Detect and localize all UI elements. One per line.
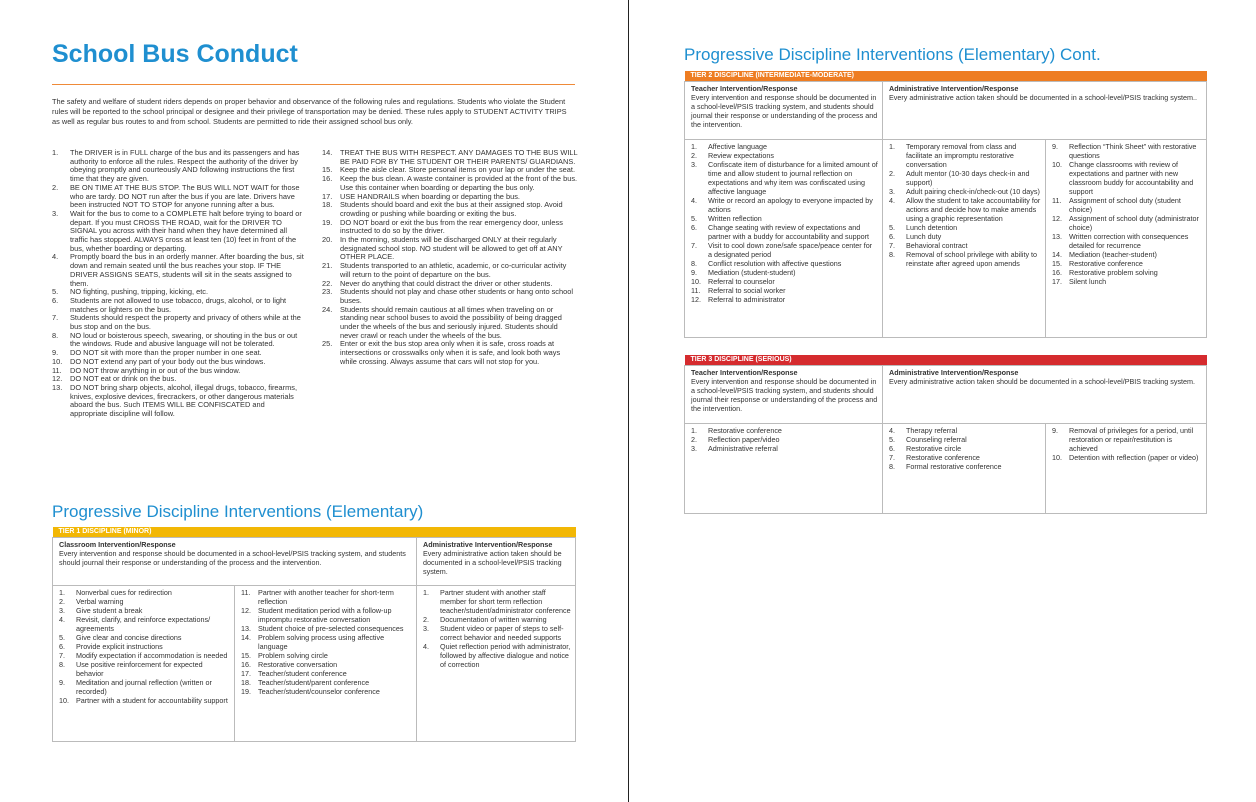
item-number: 8. (52, 330, 59, 340)
item-number: 2. (423, 615, 429, 624)
item-text: Therapy referral (906, 426, 958, 435)
item-number: 7. (59, 651, 65, 660)
item-text: Allow the student to take accountability for actions and decide how to make amends using a graphic representation (906, 196, 1041, 223)
item-text: Partner student with another staff member for short term reflection teacher/student/administrator conference (440, 588, 571, 615)
tier1-col1-text: Every intervention and response should be documented in a school-level/PSIS tracking system, and students should journal their response or understanding of the process and the intervention. (59, 549, 406, 567)
item-number: 16. (1052, 268, 1062, 277)
item-number: 11. (691, 286, 701, 295)
item-text: DO NOT eat or drink on the bus. (70, 374, 177, 384)
item-number: 7. (691, 241, 697, 250)
item-text: Referral to social worker (708, 286, 786, 295)
list-item (1052, 142, 1202, 160)
item-text: Reflection “Think Sheet” with restorative questions (1069, 142, 1197, 160)
item-number: 19. (322, 217, 333, 227)
item-text: Students should board and exit the bus at their assigned stop. Avoid crowding or pushing while boarding or exiting the bus. (340, 200, 563, 218)
tier2-col1-head: Teacher Intervention/Response (691, 84, 798, 93)
item-text: Keep the aisle clear. Store personal items on your lap or under the seat. (340, 165, 575, 175)
item-number: 15. (1052, 259, 1062, 268)
item-text: Restorative circle (906, 444, 962, 453)
item-text: Formal restorative conference (906, 462, 1002, 471)
item-text: Quiet reflection period with administrator, followed by affective dialogue and notice of correction (440, 642, 571, 669)
list-item (241, 678, 412, 687)
tier3-col1-head: Teacher Intervention/Response (691, 368, 798, 377)
list-item (59, 678, 230, 696)
item-text: Wait for the bus to come to a COMPLETE halt before trying to board or depart. If you must CROSS THE ROAD, wait for the DRIVER TO SIGNAL you across with their hand when they have determined all traffic has stopped. ALWAYS cross at least ten (10) feet in front of the bus, whether boarding or departing. (70, 208, 302, 253)
item-text: DO NOT bring sharp objects, alcohol, illegal drugs, tobacco, firearms, knives, explosive devices, firecrackers, or other dangerous materials aboard the bus. Such ITEMS WILL BE CONFISCATED and appropriate discipline will follow. (70, 382, 298, 419)
item-text: Enter or exit the bus stop area only when it is safe, cross roads at intersections or crosswalks only when it is safe, and look both ways while crossing. Always assume that cars will not stop for you. (340, 339, 561, 366)
item-text: Verbal warning (76, 597, 124, 606)
page-divider (628, 0, 629, 802)
item-text: Restorative conversation (258, 660, 338, 669)
tier1-table (52, 527, 576, 742)
item-number: 2. (889, 169, 895, 178)
list-item (691, 142, 878, 151)
list-item (322, 262, 578, 279)
item-number: 17. (1052, 277, 1062, 286)
item-text: Use positive reinforcement for expected behavior (76, 660, 203, 678)
list-item (52, 384, 304, 419)
item-text: Change classrooms with review of expectations and partner with new classroom buddy for accountability and support (1069, 160, 1194, 196)
list-item (322, 219, 578, 236)
item-text: Provide explicit instructions (76, 642, 163, 651)
item-number: 15. (241, 651, 251, 660)
item-text: Counseling referral (906, 435, 967, 444)
item-text: TREAT THE BUS WITH RESPECT. ANY DAMAGES TO THE BUS WILL BE PAID FOR BY THE STUDENT OR THEIR PARENTS/ GUARDIANS. (340, 148, 578, 166)
item-text: Assignment of school duty (student choice) (1069, 196, 1181, 214)
tier2-teacher-cell (685, 82, 883, 140)
tier3-col1-text: Every intervention and response should be documented in a school-level/PSIS tracking system, and students should journal their response or understanding of the process and the intervention. (691, 377, 878, 413)
item-text: Students are not allowed to use tobacco, drugs, alcohol, or to light matches or lighters on the bus. (70, 295, 287, 314)
list-item (691, 435, 878, 444)
list-item (1052, 232, 1202, 250)
item-text: Student meditation period with a follow-up impromptu restorative conversation (258, 606, 392, 624)
item-number: 1. (52, 148, 59, 157)
item-number: 6. (889, 444, 895, 453)
item-number: 16. (322, 174, 333, 184)
tier1-classroom-cell (53, 538, 417, 586)
item-number: 16. (241, 660, 251, 669)
item-number: 13. (241, 624, 251, 633)
item-number: 22. (322, 278, 333, 288)
list-item (691, 268, 878, 277)
item-number: 5. (52, 287, 59, 297)
item-number: 19. (241, 687, 251, 696)
list-item (322, 288, 578, 305)
tier3-admin-cell (883, 366, 1207, 424)
list-item (52, 253, 304, 288)
item-text: Keep the bus clean. A waste container is provided at the front of the bus. Use this container when boarding or departing the bus only. (340, 174, 578, 192)
item-number: 17. (322, 191, 333, 201)
item-text: NO fighting, pushing, tripping, kicking, etc. (70, 287, 209, 297)
item-text: Students transported to an athletic, academic, or co-curricular activity will return to the point of departure on the bus. (340, 261, 567, 279)
tier3-col2-text: Every administrative action taken should be documented in a school-level/PBIS tracking system. (889, 377, 1196, 386)
list-item (889, 444, 1041, 453)
item-text: Conflict resolution with affective questions (708, 259, 842, 268)
item-number: 8. (59, 660, 65, 669)
list-item (889, 453, 1041, 462)
item-text: The DRIVER is in FULL charge of the bus and its passengers and has authority to enforce all the rules. Respect the authority of the driver by obeying promptly and courteously AND following instructions the first time that they are given. (70, 148, 300, 184)
list-item (1052, 259, 1202, 268)
tier1-list-b (241, 588, 412, 696)
item-text: Reflection paper/video (708, 435, 780, 444)
item-text: Students should remain cautious at all times when traveling on or standing near school buses to avoid the possibility of being dragged under the wheels of the bus and seriously injured. Students should never crawl or reach under the wheels of the bus. (340, 304, 562, 340)
item-number: 6. (889, 232, 895, 241)
item-number: 2. (52, 182, 59, 192)
item-number: 25. (322, 339, 333, 349)
list-item (322, 340, 578, 366)
item-text: Detention with reflection (paper or video) (1069, 453, 1199, 462)
list-item (59, 633, 230, 642)
item-number: 2. (691, 435, 697, 444)
bus-rules-right (322, 149, 578, 367)
list-item (889, 426, 1041, 435)
list-item (52, 184, 304, 210)
item-text: Confiscate item of disturbance for a limited amount of time and allow student to journal reflection on expectations and why item was confiscated using affective language (708, 160, 878, 196)
tier2-list-c (1052, 142, 1202, 286)
item-number: 23. (322, 287, 333, 297)
list-item (889, 196, 1041, 223)
item-number: 7. (889, 241, 895, 250)
tier3-list-a (691, 426, 878, 453)
item-number: 17. (241, 669, 251, 678)
item-text: Never do anything that could distract the driver or other students. (340, 278, 553, 288)
list-item (1052, 214, 1202, 232)
item-number: 14. (241, 633, 251, 642)
item-text: Administrative referral (708, 444, 778, 453)
list-item (691, 444, 878, 453)
item-text: Removal of privileges for a period, until restoration or repair/restitution is achieved (1069, 426, 1194, 453)
item-text: Partner with another teacher for short-term reflection (258, 588, 394, 606)
item-text: DO NOT sit with more than the proper number in one seat. (70, 348, 262, 358)
list-item (322, 201, 578, 218)
tier1-col2-head: Administrative Intervention/Response (423, 540, 553, 549)
item-text: Nonverbal cues for redirection (76, 588, 172, 597)
list-item (59, 615, 230, 633)
item-number: 14. (1052, 250, 1062, 259)
list-item (241, 660, 412, 669)
list-item (691, 295, 878, 304)
tier2-table (684, 71, 1207, 338)
list-item (1052, 268, 1202, 277)
item-text: NO loud or boisterous speech, swearing, or shouting in the bus or out the windows. Rude and abusive language will not be tolerated. (70, 330, 298, 349)
list-item (1052, 250, 1202, 259)
tier1-admin-cell (417, 538, 576, 586)
list-item (59, 642, 230, 651)
item-number: 2. (691, 151, 697, 160)
list-item (59, 588, 230, 597)
item-number: 12. (1052, 214, 1062, 223)
list-item (241, 624, 412, 633)
item-number: 5. (889, 435, 895, 444)
item-text: DO NOT extend any part of your body out the bus windows. (70, 356, 266, 366)
item-text: Write or record an apology to everyone impacted by actions (708, 196, 873, 214)
list-item (1052, 196, 1202, 214)
list-item (691, 196, 878, 214)
item-number: 9. (1052, 426, 1058, 435)
item-text: Lunch duty (906, 232, 942, 241)
item-number: 4. (59, 615, 65, 624)
tier2-col2-head: Administrative Intervention/Response (889, 84, 1019, 93)
item-text: Referral to counselor (708, 277, 775, 286)
tier2-admin-cell (883, 82, 1207, 140)
list-item (889, 223, 1041, 232)
item-number: 10. (1052, 160, 1062, 169)
item-number: 13. (1052, 232, 1062, 241)
item-number: 1. (423, 588, 429, 597)
item-number: 9. (52, 348, 59, 358)
item-number: 4. (889, 426, 895, 435)
item-number: 11. (52, 365, 62, 375)
item-text: Written correction with consequences detailed for recurrence (1069, 232, 1189, 250)
item-number: 2. (59, 597, 65, 606)
item-number: 5. (691, 214, 697, 223)
item-text: Teacher/student/counselor conference (258, 687, 380, 696)
item-number: 7. (889, 453, 895, 462)
item-text: Review expectations (708, 151, 774, 160)
list-item (889, 241, 1041, 250)
item-text: Partner with a student for accountability support (76, 696, 228, 705)
list-item (322, 236, 578, 262)
list-item (52, 297, 304, 314)
item-text: Adult pairing check-in/check-out (10 days) (906, 187, 1040, 196)
list-item (423, 624, 571, 642)
bus-rules-left (52, 149, 304, 419)
item-number: 4. (423, 642, 429, 651)
tier2-list-a (691, 142, 878, 304)
item-number: 9. (1052, 142, 1058, 151)
tier2-heading: Progressive Discipline Interventions (Elementary) Cont. (684, 45, 1101, 64)
item-text: Silent lunch (1069, 277, 1107, 286)
item-text: Assignment of school duty (administrator choice) (1069, 214, 1199, 232)
tier1-col1-head: Classroom Intervention/Response (59, 540, 176, 549)
item-text: Meditation and journal reflection (written or recorded) (76, 678, 212, 696)
item-text: Give clear and concise directions (76, 633, 182, 642)
list-item (241, 687, 412, 696)
list-item (59, 606, 230, 615)
tier3-list-b (889, 426, 1041, 471)
item-text: Removal of school privilege with ability to reinstate after agreed upon amends (906, 250, 1038, 268)
item-number: 4. (52, 252, 59, 262)
item-number: 7. (52, 313, 59, 323)
list-item (322, 306, 578, 341)
item-text: Restorative conference (708, 426, 782, 435)
item-number: 3. (691, 444, 697, 453)
page-title: School Bus Conduct (52, 40, 298, 68)
list-item (889, 250, 1041, 268)
list-item (1052, 453, 1202, 462)
list-item (322, 175, 578, 192)
item-text: In the morning, students will be discharged ONLY at their regularly designated school stop. NO student will be allowed to get off at ANY OTHER PLACE. (340, 235, 563, 262)
item-text: BE ON TIME AT THE BUS STOP. The BUS WILL NOT WAIT for those who are tardy. DO NOT run after the bus if you are late. Drivers have been instructed NOT TO STOP for anyone running after a bus. (70, 182, 300, 210)
item-text: Give student a break (76, 606, 143, 615)
list-item (52, 314, 304, 331)
item-text: Teacher/student/parent conference (258, 678, 370, 687)
list-item (322, 149, 578, 166)
item-text: Written reflection (708, 214, 762, 223)
item-text: Mediation (student-student) (708, 268, 796, 277)
item-number: 4. (691, 196, 697, 205)
list-item (59, 651, 230, 660)
item-number: 4. (889, 196, 895, 205)
tier1-list-c (423, 588, 571, 669)
list-item (889, 142, 1041, 169)
list-item (691, 277, 878, 286)
item-number: 18. (322, 200, 333, 210)
list-item (889, 435, 1041, 444)
item-text: Referral to administrator (708, 295, 786, 304)
list-item (691, 223, 878, 241)
item-text: DO NOT throw anything in or out of the bus window. (70, 365, 241, 375)
item-text: Student video or paper of steps to self-correct behavior and needed supports (440, 624, 564, 642)
item-number: 9. (691, 268, 697, 277)
item-number: 3. (423, 624, 429, 633)
item-number: 6. (59, 642, 65, 651)
list-item (59, 696, 230, 705)
list-item (241, 633, 412, 651)
item-number: 10. (691, 277, 701, 286)
tier1-list-a (59, 588, 230, 705)
list-item (241, 669, 412, 678)
list-item (691, 426, 878, 435)
item-text: Student choice of pre-selected consequences (258, 624, 404, 633)
item-number: 5. (889, 223, 895, 232)
item-number: 8. (691, 259, 697, 268)
item-text: Lunch detention (906, 223, 958, 232)
item-text: Visit to cool down zone/safe space/peace center for a designated period (708, 241, 873, 259)
list-item (691, 241, 878, 259)
tier3-col2-head: Administrative Intervention/Response (889, 368, 1019, 377)
item-number: 9. (59, 678, 65, 687)
item-text: Behavioral contract (906, 241, 968, 250)
item-text: DO NOT board or exit the bus from the rear emergency door, unless instructed to do so by the driver. (340, 217, 563, 236)
item-number: 12. (691, 295, 701, 304)
tier1-col2-text: Every administrative action taken should be documented in a school-level/PSIS tracking system. (423, 549, 562, 576)
item-number: 3. (52, 208, 59, 218)
tier3-list-c (1052, 426, 1202, 462)
item-number: 15. (322, 165, 333, 175)
list-item (889, 462, 1041, 471)
item-number: 1. (59, 588, 65, 597)
intro-paragraph: The safety and welfare of student riders depends on proper behavior and observance of the following rules and regulations. Students who violate the Student rules will be reported to the school principal or designee and their privilege of transportation may be denied. These rules apply to STUDENT ACTIVITY TRIPS as well as regular bus routes to and from school. Students are permitted to ride their assigned school bus only. (52, 97, 567, 126)
item-number: 21. (322, 261, 333, 271)
list-item (889, 169, 1041, 187)
tier3-table (684, 355, 1207, 514)
item-number: 11. (1052, 196, 1062, 205)
item-text: Adult mentor (10-30 days check-in and support) (906, 169, 1030, 187)
item-text: Restorative conference (906, 453, 980, 462)
item-number: 12. (241, 606, 251, 615)
item-number: 1. (691, 142, 697, 151)
item-number: 3. (59, 606, 65, 615)
list-item (52, 210, 304, 254)
item-number: 3. (889, 187, 895, 196)
list-item (1052, 160, 1202, 196)
item-number: 13. (52, 382, 63, 392)
tier1-bar: TIER 1 DISCIPLINE (MINOR) (53, 527, 576, 538)
tier2-list-b (889, 142, 1041, 268)
list-item (691, 151, 878, 160)
item-number: 10. (59, 696, 69, 705)
title-rule (52, 84, 575, 85)
item-number: 1. (691, 426, 697, 435)
item-text: USE HANDRAILS when boarding or departing the bus. (340, 191, 520, 201)
item-text: Revisit, clarify, and reinforce expectations/ agreements (76, 615, 211, 633)
item-number: 8. (889, 250, 895, 259)
list-item (59, 597, 230, 606)
list-item (889, 232, 1041, 241)
item-text: Problem solving process using affective language (258, 633, 385, 651)
list-item (423, 615, 571, 624)
tier1-heading: Progressive Discipline Interventions (Elementary) (52, 502, 424, 521)
list-item (52, 149, 304, 184)
item-text: Teacher/student conference (258, 669, 347, 678)
item-number: 10. (1052, 453, 1062, 462)
list-item (241, 651, 412, 660)
list-item (423, 588, 571, 615)
item-number: 24. (322, 304, 333, 314)
list-item (691, 286, 878, 295)
item-text: Temporary removal from class and facilitate an impromptu restorative conversation (906, 142, 1017, 169)
item-text: Affective language (708, 142, 768, 151)
item-number: 1. (889, 142, 895, 151)
list-item (423, 642, 571, 669)
item-number: 8. (889, 462, 895, 471)
item-number: 11. (241, 588, 251, 597)
item-text: Students should not play and chase other students or hang onto school buses. (340, 287, 573, 305)
item-number: 6. (691, 223, 697, 232)
item-text: Modify expectation if accommodation is needed (76, 651, 228, 660)
item-text: Mediation (teacher-student) (1069, 250, 1157, 259)
item-text: Promptly board the bus in an orderly manner. After boarding the bus, sit down and remain seated until the bus reaches your stop. IF THE DRIVER ASSIGNS SEATS, students will sit in the seats assigned to them. (70, 252, 304, 288)
list-item (241, 606, 412, 624)
item-text: Restorative problem solving (1069, 268, 1158, 277)
tier3-bar: TIER 3 DISCIPLINE (SERIOUS) (685, 355, 1207, 366)
item-text: Students should respect the property and privacy of others while at the bus stop and on the bus. (70, 313, 301, 332)
item-number: 12. (52, 374, 63, 384)
list-item (1052, 277, 1202, 286)
item-number: 18. (241, 678, 251, 687)
list-item (691, 214, 878, 223)
list-item (691, 160, 878, 196)
tier2-bar: TIER 2 DISCIPLINE (INTERMEDIATE-MODERATE) (685, 71, 1207, 82)
item-number: 3. (691, 160, 697, 169)
item-text: Restorative conference (1069, 259, 1143, 268)
tier2-col1-text: Every intervention and response should be documented in a school-level/PSIS tracking system, and students should journal their response or understanding of the process and the intervention. (691, 93, 878, 129)
item-number: 10. (52, 356, 63, 366)
item-number: 20. (322, 235, 333, 245)
list-item (52, 332, 304, 349)
item-number: 14. (322, 148, 333, 157)
item-number: 5. (59, 633, 65, 642)
item-text: Documentation of written warning (440, 615, 547, 624)
list-item (691, 259, 878, 268)
item-number: 6. (52, 295, 59, 305)
item-text: Change seating with review of expectations and partner with a buddy for accountability and support (708, 223, 870, 241)
tier3-teacher-cell (685, 366, 883, 424)
list-item (241, 588, 412, 606)
item-text: Problem solving circle (258, 651, 328, 660)
tier2-col2-text: Every administrative action taken should be documented in a school-level/PSIS tracking system.. (889, 93, 1198, 102)
list-item (59, 660, 230, 678)
list-item (1052, 426, 1202, 453)
list-item (889, 187, 1041, 196)
